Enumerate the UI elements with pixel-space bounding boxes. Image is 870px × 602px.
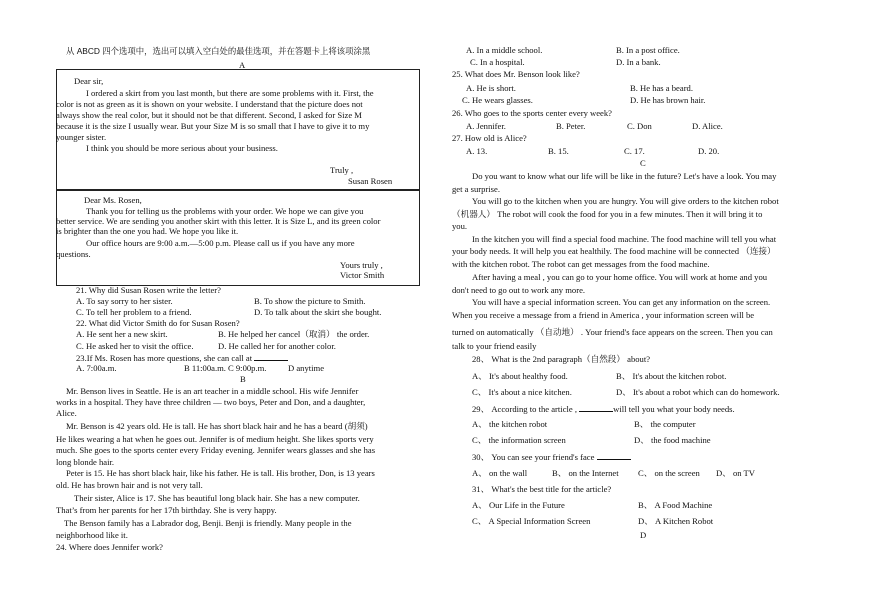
section-d-heading: D <box>640 530 647 540</box>
passage-b-line: Peter is 15. He has short black hair, like his father. He is tall. His brother, Don, is 13 years <box>66 468 375 478</box>
option-29-c: C、 the information screen <box>472 435 566 445</box>
option-22-c: C. He asked her to visit the office. <box>76 341 194 351</box>
option-26-c: C. Don <box>627 121 652 131</box>
option-23-a: A. 7:00a.m. <box>76 363 117 373</box>
option-27-a: A. 13. <box>466 146 488 156</box>
passage-c-line: don't need to go out to work any more. <box>452 285 586 295</box>
option-30-d: D、 on TV <box>716 468 755 478</box>
option-23-b: B 11:00a.m. <box>184 363 226 373</box>
question-27: 27. How old is Alice? <box>452 133 527 143</box>
answer-blank <box>579 403 613 412</box>
option-31-a: A、 Our Life in the Future <box>472 500 565 510</box>
passage-c-line: When you receive a message from a friend in America , your information screen will be <box>452 310 755 320</box>
question-30-text: 30、 You can see your friend's face <box>472 452 595 462</box>
passage-b-line: He likes wearing a hat when he goes out. Jennifer is of medium height. She likes sports very <box>56 434 374 444</box>
letter-1-signature: Susan Rosen <box>348 176 393 186</box>
option-27-b: B. 15. <box>548 146 569 156</box>
letter-1-line: always show the real color, but it should not be that different. Second, I asked for Size M <box>56 110 362 120</box>
option-28-b: B、 It's about the kitchen robot. <box>616 371 727 381</box>
passage-c-line: （机器人） The robot will cook the food for you in a few minutes. Then it will bring it to <box>452 209 763 219</box>
passage-b-line: long blonde hair. <box>56 457 114 467</box>
letter-2-line: is brighter than the one you had. We hope you like it. <box>56 226 239 236</box>
passage-c-line: talk to your friend easily <box>452 341 537 351</box>
passage-c-line: In the kitchen you will find a special food machine. The food machine will tell you what <box>472 234 777 244</box>
option-31-b: B、 A Food Machine <box>638 500 713 510</box>
question-29-text-end: will tell you what your body needs. <box>613 404 735 414</box>
option-28-c: C、 It's about a nice kitchen. <box>472 387 572 397</box>
option-25-d: D. He has brown hair. <box>630 95 706 105</box>
option-21-b: B. To show the picture to Smith. <box>254 296 366 306</box>
option-23-c: C 9:00p.m. <box>228 363 267 373</box>
passage-c-line: You will have a special information screen. You can get any information on the screen. <box>472 297 771 307</box>
passage-b-line: That’s from her parents for her 17th birthday. She is very happy. <box>56 505 277 515</box>
passage-b-line: The Benson family has a Labrador dog, Benji. Benji is friendly. Many people in the <box>64 518 352 528</box>
passage-b-line: much. She goes to the sports center every Friday evening. Jennifer wears glasses and she has <box>56 445 376 455</box>
letter-1-line: I ordered a skirt from you last month, but there are some problems with it. First, the <box>86 88 374 98</box>
section-b-heading: B <box>240 374 246 384</box>
option-24-b: B. In a post office. <box>616 45 680 55</box>
option-31-d: D、 A Kitchen Robot <box>638 516 714 526</box>
question-21: 21. Why did Susan Rosen write the letter? <box>76 285 221 295</box>
letter-2-closing: Yours truly , <box>340 260 383 270</box>
option-25-b: B. He has a beard. <box>630 83 693 93</box>
question-25: 25. What does Mr. Benson look like? <box>452 69 580 79</box>
letter-1-salutation: Dear sir, <box>74 76 104 86</box>
option-28-d: D、 It's about a robot which can do homework. <box>616 387 780 397</box>
letter-2-line: better service. We are sending you another skirt with this letter. It is Size L, and its green color <box>56 216 381 226</box>
section-c-heading: C <box>640 158 646 168</box>
passage-b-line: works in a hospital. They have three children — two boys, Peter and Don, and a daughter, <box>56 397 366 407</box>
option-21-d: D. To talk about the skirt she bought. <box>254 307 382 317</box>
question-30 <box>472 451 631 464</box>
answer-blank <box>597 451 631 460</box>
letter-1-closing: Truly , <box>330 165 354 175</box>
option-25-a: A. He is short. <box>466 83 516 93</box>
passage-c-line: your body needs. It will help you eat healthily. The food machine will be connected （连接） <box>452 246 776 256</box>
passage-b-line: Mr. Benson is 42 years old. He is tall. He has short black hair and he has a beard (胡须) <box>66 421 368 431</box>
option-26-b: B. Peter. <box>556 121 586 131</box>
option-29-d: D、 the food machine <box>634 435 711 445</box>
option-22-b: B. He helped her cancel（取消） the order. <box>218 329 370 339</box>
passage-b-line: Their sister, Alice is 17. She has beautiful long black hair. She has a new computer. <box>74 493 360 503</box>
question-26: 26. Who goes to the sports center every week? <box>452 108 612 118</box>
option-24-a: A. In a middle school. <box>466 45 543 55</box>
letter-1-line: because it is the size I usually wear. But your Size M is so small that I have to give it to my <box>56 121 370 131</box>
option-31-c: C、 A Special Information Screen <box>472 516 591 526</box>
option-29-a: A、 the kitchen robot <box>472 419 548 429</box>
option-24-c: C. In a hospital. <box>470 57 525 67</box>
option-30-b: B、 on the Internet <box>552 468 619 478</box>
option-21-c: C. To tell her problem to a friend. <box>76 307 192 317</box>
passage-c-line: Do you want to know what our life will be like in the future? Let's have a look. You may <box>472 171 777 181</box>
option-26-d: D. Alice. <box>692 121 723 131</box>
passage-c-line: with the kitchen robot. The robot can get messages from the food machine. <box>452 259 710 269</box>
letter-1-line: color is not as green as it is shown on your website. I understand that the picture does not <box>56 99 363 109</box>
passage-b-line: Mr. Benson lives in Seattle. He is an art teacher in a middle school. His wife Jennifer <box>66 386 359 396</box>
letter-2-line: Thank you for telling us the problems with your order. We hope we can give you <box>86 206 364 216</box>
letter-1-line: I think you should be more serious about your business. <box>86 143 278 153</box>
passage-c-line: You will go to the kitchen when you are hungry. You will give orders to the kitchen robot <box>472 196 779 206</box>
option-30-c: C、 on the screen <box>638 468 700 478</box>
question-29 <box>472 403 735 416</box>
section-a-heading: A <box>239 60 246 70</box>
passage-b-line: neighborhood like it. <box>56 530 128 540</box>
option-21-a: A. To say sorry to her sister. <box>76 296 173 306</box>
letter-2-signature: Victor Smith <box>340 270 385 280</box>
question-24: 24. Where does Jennifer work? <box>56 542 163 552</box>
passage-c-line: turned on automatically （自动地） . Your friend's face appears on the screen. Then you can <box>452 327 773 337</box>
letter-1-line: younger sister. <box>56 132 107 142</box>
passage-c-line: you. <box>452 221 468 231</box>
question-29-text: 29、 According to the article , <box>472 404 578 414</box>
option-26-a: A. Jennifer. <box>466 121 506 131</box>
question-31: 31、 What's the best title for the article? <box>472 484 612 494</box>
option-24-d: D. In a bank. <box>616 57 661 67</box>
option-22-d: D. He called her for another color. <box>218 341 336 351</box>
passage-b-line: old. He has brown hair and is not very tall. <box>56 480 203 490</box>
question-22: 22. What did Victor Smith do for Susan Rosen? <box>76 318 240 328</box>
option-23-d: D anytime <box>288 363 325 373</box>
question-23-text: 23.If Ms. Rosen has more questions, she can call at <box>76 353 253 363</box>
option-29-b: B、 the computer <box>634 419 696 429</box>
option-27-c: C. 17. <box>624 146 645 156</box>
option-22-a: A. He sent her a new skirt. <box>76 329 168 339</box>
passage-c-line: After having a meal , you can go to your home office. You will work at home and you <box>472 272 768 282</box>
option-25-c: C. He wears glasses. <box>462 95 533 105</box>
option-30-a: A、 on the wall <box>472 468 528 478</box>
letter-2-line: questions. <box>56 249 91 259</box>
question-28: 28、 What is the 2nd paragraph（自然段） about? <box>472 354 651 364</box>
answer-blank <box>254 352 288 361</box>
letter-2-salutation: Dear Ms. Rosen, <box>84 195 142 205</box>
option-28-a: A、 It's about healthy food. <box>472 371 568 381</box>
passage-c-line: get a surprise. <box>452 184 500 194</box>
passage-b-line: Alice. <box>56 408 77 418</box>
instruction-line: 从 ABCD 四个选项中，选出可以填入空白处的最佳选项，并在答题卡上将该项涂黑 <box>66 46 371 56</box>
option-27-d: D. 20. <box>698 146 720 156</box>
letter-2-line: Our office hours are 9:00 a.m.—5:00 p.m. Please call us if you have any more <box>86 238 355 248</box>
